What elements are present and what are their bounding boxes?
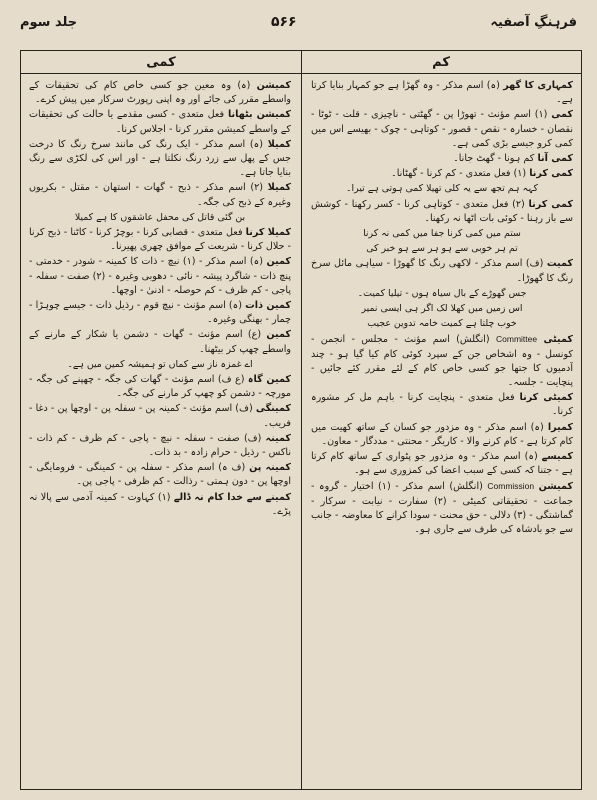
entry-headword: کمیسے [541, 451, 573, 463]
entry-definition: (ف) اسم مؤنث - کمینہ پن - سفلہ پن - اوچھا پن - دغا - فریب۔ [29, 403, 291, 429]
entry-headword: کمیشن بٹھانا [227, 109, 291, 121]
entry-headword: کمیلا کرنا [245, 227, 291, 239]
entry-english-word: Commission [487, 481, 535, 492]
dictionary-entry [311, 198, 573, 226]
entry-definition: کم ہونا - گھٹ جانا۔ [453, 153, 535, 165]
page-frame [20, 50, 582, 790]
entry-headword: کمینہ [265, 432, 291, 444]
verse-line: بن گئی قاتل کی محفل عاشقوں کا ہے کمیلا [74, 211, 246, 223]
entry-definition: (ہ) اسم مذکر - ایک رنگ کی مانند سرخ رنگ کا درخت جس کے پھل سے زرد رنگ نکلتا ہے - اور اس کی لکڑی سے رنگ بنایا جاتا ہے۔ [29, 138, 291, 179]
entry-headword: کمینے سے خدا کام نہ ڈالے [173, 491, 291, 503]
entry-headword: کمہاری کا گھر [503, 80, 573, 91]
entry-headword: کمیلا [267, 182, 291, 194]
verse-line: اے غمزہ ناز سے کماں تو ہمیشہ کمین میں ہے۔ [67, 358, 253, 370]
dictionary-entry [311, 450, 573, 478]
dictionary-entry [29, 328, 291, 356]
dictionary-entry [311, 421, 573, 449]
left-column-text [29, 79, 291, 779]
dictionary-entry [29, 461, 291, 489]
entry-headword: کمینگی [255, 403, 291, 415]
dictionary-entry [29, 108, 291, 136]
entry-english-word: Committee [496, 334, 538, 345]
verse-line: تم ہر خوبی سے ہو ہر سے ہو خبر کی [366, 243, 518, 255]
entry-definition: (ع ف) اسم مؤنث - گھات کی جگہ - چھپنے کی جگہ - مورچہ - دشمن کو چھپ کر مارنے کی جگہ۔ [29, 374, 291, 400]
dictionary-entry [311, 152, 573, 166]
entry-headword: کمینہ پن [249, 462, 291, 474]
entry-headword: کمین [266, 329, 291, 341]
entry-definition: (انگلش) اسم مؤنث - مجلس - انجمن - کونسل - وہ اشخاص جن کے سپرد کوئی کام کیا گیا ہو - چند آدمیوں کا جتھا جو کسی خاص کام کے لئے مقرر کئے جائیں - پنچایت - جلسہ۔ [311, 334, 573, 389]
entry-definition: (۲) اسم مذکر - ذبح - گھات - استھان - مقتل - بکریوں وغیرہ کے ذبح کی جگہ۔ [29, 182, 291, 208]
entry-definition: (ف) صفت - سفلہ - نیچ - پاجی - کم ظرف - کم ذات - ناکس - رذیل - حرام زادہ - بد ذات۔ [29, 432, 291, 459]
entry-definition: (ہ) اسم مذکر - وہ مزدور جو پٹواری کے ساتھ کام کرتا ہے - جتنا کہ کسی کے سبب اعضا کی کمزوری سے ہو۔ [311, 451, 573, 477]
entry-definition: فعل متعدی - قصابی کرنا - بوچڑ کرنا - کاٹنا - ذبح کرنا - حلال کرنا - شریعت کے موافق چھری پھیرنا۔ [29, 227, 291, 253]
entry-definition: (انگلش) اسم مذکر - (۱) اختیار - گروہ - جماعت - تحقیقاتی کمیٹی - (۲) سفارت - نیابت - سرکار - گماشتگی - (۳) دلالی - حق محنت - سودا کرانے کا معاوضہ - جانب سے جو بادشاہ کی طرف سے جاری ہو۔ [311, 481, 573, 536]
dictionary-entry [311, 167, 573, 181]
entry-definition: (۲) فعل متعدی - کوتاہی کرنا - کسر رکھنا - کوشش سے باز رہنا - کوئی بات اٹھا نہ رکھنا۔ [311, 198, 573, 224]
dictionary-entry [311, 479, 573, 537]
column-divider [301, 51, 302, 789]
entry-definition: (۱) کہاوت - کمینہ آدمی سے پالا نہ پڑے۔ [29, 491, 291, 517]
entry-definition: (ف) اسم مذکر - لاکھی رنگ کا گھوڑا - سیاہی مائل سرخ رنگ کا گھوڑا۔ [311, 258, 573, 284]
page-header [20, 8, 577, 36]
dictionary-entry [29, 181, 291, 209]
dictionary-entry [311, 108, 573, 151]
book-title: فرہنگِ آصفیہ [490, 14, 577, 30]
entry-headword: کمیٹی [543, 334, 573, 346]
dictionary-entry [311, 332, 573, 390]
left-column-heading: کمی [21, 51, 301, 74]
dictionary-entry [311, 391, 573, 419]
verse-line: خوب چلتا ہے کمیت خامہ تدوین عجیب [367, 318, 517, 330]
dictionary-entry [29, 373, 291, 401]
dictionary-entry [29, 299, 291, 327]
dictionary-entry [29, 402, 291, 430]
right-column-text [311, 79, 573, 779]
entry-definition: (ہ) اسم مذکر - وہ گھڑا ہے جو کمہار بنایا کرتا ہے۔ [311, 80, 573, 106]
verse-line: کہہ ہم تجھ سے یہ کلی تھیلا کمی ہوتی ہے تیرا۔ [346, 183, 538, 195]
dictionary-entry [29, 79, 291, 107]
entry-headword: کمیشن [256, 80, 291, 91]
entry-definition: فعل متعدی - پنچایت کرنا - باہم مل کر مشورہ کرنا۔ [311, 392, 573, 418]
entry-headword: کمیلا [267, 138, 291, 150]
page-number: ۵۶۶ [270, 14, 297, 30]
entry-headword: کمین ذات [245, 300, 291, 312]
verse-line: اس زمیں میں کھلا لک اگر ہی ایسی نمیر [361, 303, 523, 315]
entry-headword: کمی [551, 109, 573, 121]
dictionary-entry [29, 255, 291, 298]
dictionary-entry [311, 79, 573, 107]
volume-label: جلد سوم [20, 14, 78, 30]
dictionary-entry [311, 257, 573, 285]
dictionary-entry [29, 432, 291, 460]
entry-headword: کمی کرنا [528, 198, 573, 210]
entry-definition: (ہ) اسم مؤنث - نیچ قوم - رذیل ذات - جیسے چوہڑا - چمار - بھنگی وغیرہ۔ [29, 300, 291, 326]
entry-definition: (ہ) اسم مذکر - وہ مزدور جو کسان کے ساتھ کھیت میں کام کرتا ہے - کام کرنے والا - کاریگر - محنتی - مددگار - معاون۔ [311, 421, 573, 447]
entry-headword: کمیٹی کرنا [519, 392, 573, 404]
entry-definition: (ہ) وہ معین جو کسی خاص کام کی تحقیقات کے واسطے مقرر کی جائے اور وہ اپنی رپورٹ سرکار میں پیش کرے۔ [29, 80, 291, 106]
dictionary-entry [29, 226, 291, 254]
entry-headword: کمی آنا [537, 153, 573, 165]
verse-line: ستم میں کمی کرنا جفا میں کمی نہ کرنا [363, 228, 521, 240]
dictionary-entry [29, 138, 291, 181]
entry-definition: فعل متعدی - کسی مقدمے یا حالت کی تحقیقات کے واسطے کمیشن مقرر کرنا - اجلاس کرنا۔ [29, 109, 291, 135]
entry-headword: کمی کرنا [529, 168, 573, 180]
entry-definition: (۱) فعل متعدی - کم کرنا - گھٹانا۔ [391, 168, 527, 180]
entry-definition: (ہ) اسم مذکر - (۱) نیچ - ذات کا کمینہ - شودر - خدمتی - پنچ ذات - شاگرد پیشہ - نائی - دھوبی وغیرہ - (۲) صفت - سفلہ - پاجی - کم ظرف - کم حوصلہ - ادنیٰ - اوچھا۔ [29, 256, 291, 296]
entry-definition: (ع) اسم مؤنث - گھات - دشمن یا شکار کے مارنے کے واسطے چھپ کر بیٹھنا۔ [29, 329, 291, 355]
dictionary-entry [29, 491, 291, 519]
entry-headword: کمیشن [538, 481, 573, 493]
entry-headword: کمیت [546, 258, 573, 270]
entry-headword: کمین گاہ [247, 374, 291, 386]
entry-headword: کمیرا [547, 421, 573, 433]
entry-definition: (۱) اسم مؤنث - تھوڑا پن - گھٹتی - ناچیزی - قلت - ٹوٹا - نقصان - خسارہ - نقص - قصور - کوتاہی - چوک - بھیسے اس میں کمی کرو جیسے بڑی کمی ہے۔ [311, 109, 573, 149]
verse-line: جس گھوڑے کے بال سیاہ ہوں - تیلیا کمیت۔ [357, 287, 527, 299]
entry-definition: (ف ہ) اسم مذکر - سفلہ پن - کمینگی - فرومایگی - اوچھا پن - دون ہمتی - رذالت - کم ظرفی - پاجی پن۔ [29, 462, 291, 488]
right-column-heading: کم [301, 51, 581, 74]
entry-headword: کمین [266, 256, 291, 268]
